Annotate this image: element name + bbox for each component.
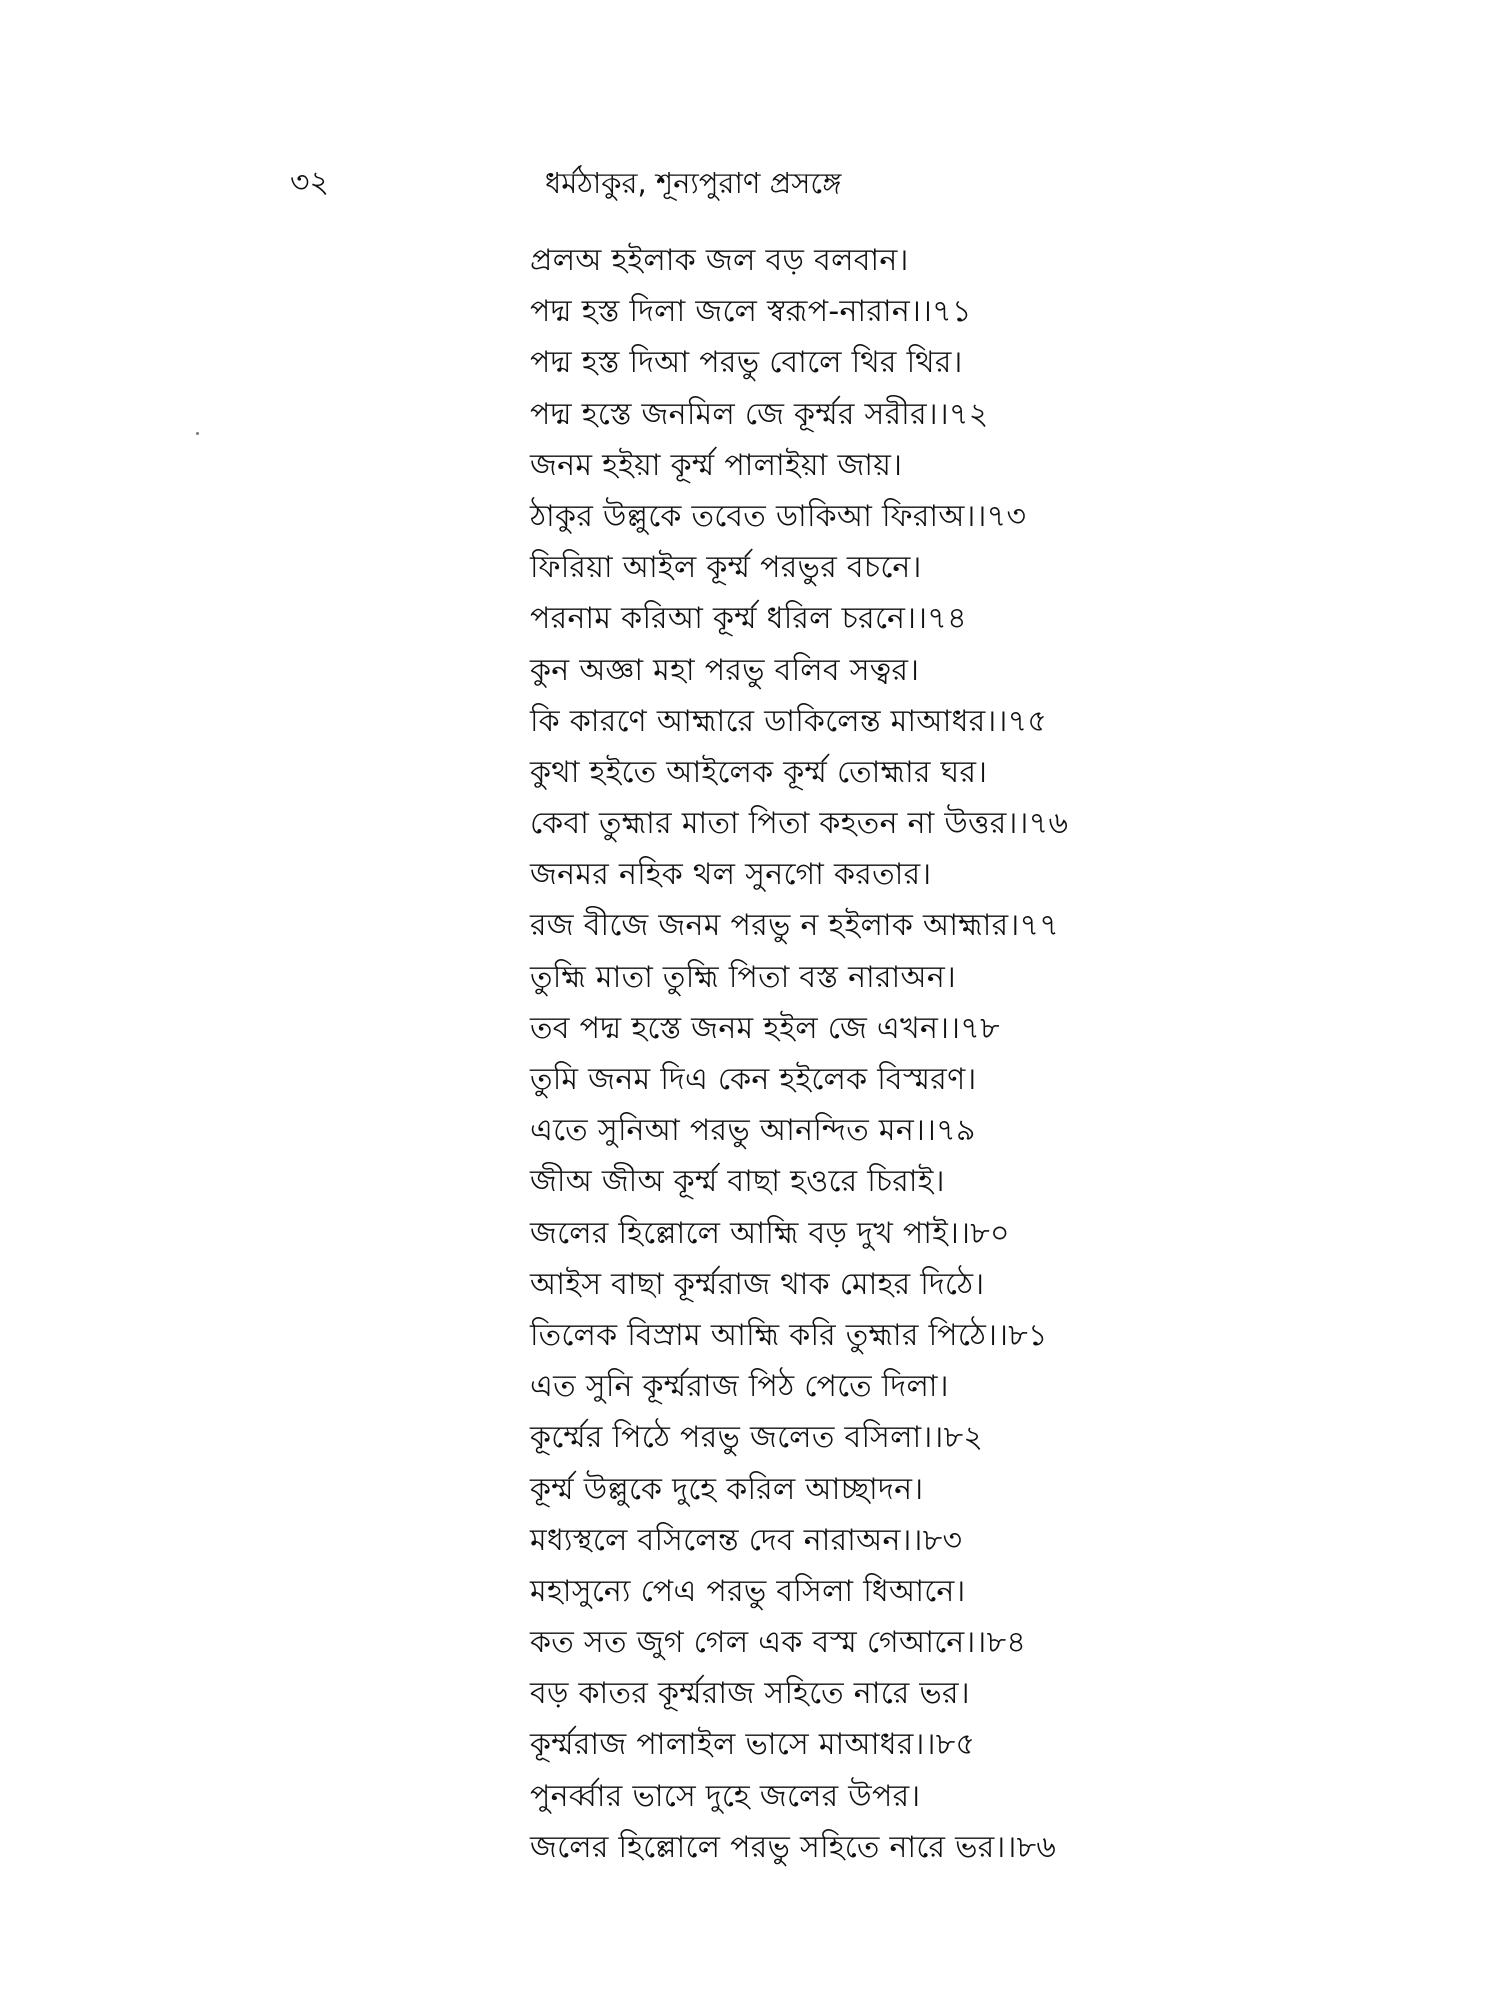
verse-line: কুথা হইতে আইলেক কূর্ম্ম তোহ্মার ঘর।	[530, 754, 988, 790]
verse-line: জলের হিল্লোলে আহ্মি বড় দুখ পাই।।৮০	[530, 1215, 1010, 1251]
running-title: ধর্মঠাকুর, শূন্যপুরাণ প্রসঙ্গে	[545, 166, 842, 200]
verse-line: তুমি জনম দিএ কেন হইলেক বিস্মরণ।	[530, 1062, 977, 1097]
verse-line: কি কারণে আহ্মারে ডাকিলেন্ত মাআধর।।৭৫	[530, 703, 1048, 739]
verse-line: কূর্ম্মের পিঠে পরভু জলেত বসিলা।।৮২	[530, 1420, 984, 1456]
verse-line: পদ্ম হস্ত দিলা জলে স্বরূপ-নারান।।৭১	[530, 294, 972, 330]
verse-line: মহাসুন্যে পেএ পরভু বসিলা ধিআনে।	[530, 1573, 966, 1609]
verse-line: এত সুনি কূর্ম্মরাজ পিঠ পেতে দিলা।	[530, 1369, 949, 1405]
verse-line: পুনর্ব্বার ভাসে দুহে জলের উপর।	[530, 1778, 921, 1814]
page-header	[0, 163, 1500, 203]
verse-line: আইস বাছা কূর্ম্মরাজ থাক মোহর দিঠে।	[530, 1266, 985, 1302]
verse-line: পরনাম করিআ কূর্ম্ম ধরিল চরনে।।৭৪	[530, 601, 967, 637]
verse-line: কূর্ম্মরাজ পালাইল ভাসে মাআধর।।৮৫	[530, 1727, 976, 1763]
verse-line: মধ্যস্থলে বসিলেন্ত দেব নারাঅন।।৮৩	[530, 1522, 963, 1558]
verse-line: তব পদ্ম হস্তে জনম হইল জে এখন।।৭৮	[530, 1010, 1000, 1046]
verse-line: বড় কাতর কূর্ম্মরাজ সহিতে নারে ভর।	[530, 1676, 970, 1712]
verse-line: কুন অজ্ঞা মহা পরভু বলিব সত্বর।	[530, 652, 920, 688]
verse-line: প্রলঅ হইলাক জল বড় বলবান।	[530, 243, 909, 278]
verse-line: রজ বীজে জনম পরভু ন হইলাক আহ্মার।৭৭	[530, 908, 1060, 944]
verse-line: কেবা তুহ্মার মাতা পিতা কহতন না উত্তর।।৭৬	[530, 806, 1069, 842]
page-number: ৩২	[290, 165, 330, 200]
verse-line: পদ্ম হস্তে জনমিল জে কূর্ম্মর সরীর।।৭২	[530, 396, 989, 432]
paper-speck	[196, 432, 199, 435]
verse-line: ঠাকুর উল্লুকে তবেত ডাকিআ ফিরাঅ।।৭৩	[530, 498, 1027, 534]
verse-list	[530, 235, 1430, 1873]
verse-line: ফিরিয়া আইল কূর্ম্ম পরভুর বচনে।	[530, 550, 922, 586]
verse-line: তুহ্মি মাতা তুহ্মি পিতা বস্ত নারাঅন।	[530, 959, 957, 995]
verse-line: জনমর নহিক থল সুনগো করতার।	[530, 857, 932, 893]
verse-line: এতে সুনিআ পরভু আনন্দিত মন।।৭৯	[530, 1113, 976, 1149]
verse-line: জনম হইয়া কূর্ম্ম পালাইয়া জায়।	[530, 447, 903, 483]
verse-line: পদ্ম হস্ত দিআ পরভু বোলে থির থির।	[530, 345, 963, 381]
verse-line: জলের হিল্লোলে পরভু সহিতে নারে ভর।।৮৬	[530, 1829, 1057, 1865]
verse-line: কূর্ম্ম উল্লুকে দুহে করিল আচ্ছাদন।	[530, 1471, 924, 1507]
verse-line: জীঅ জীঅ কূর্ম্ম বাছা হওরে চিরাই।	[530, 1164, 945, 1200]
verse-line: তিলেক বিস্রাম আহ্মি করি তুহ্মার পিঠে।।৮১	[530, 1317, 1048, 1353]
verse-line: কত সত জুগ গেল এক বস্ম গেআনে।।৮৪	[530, 1625, 1027, 1661]
